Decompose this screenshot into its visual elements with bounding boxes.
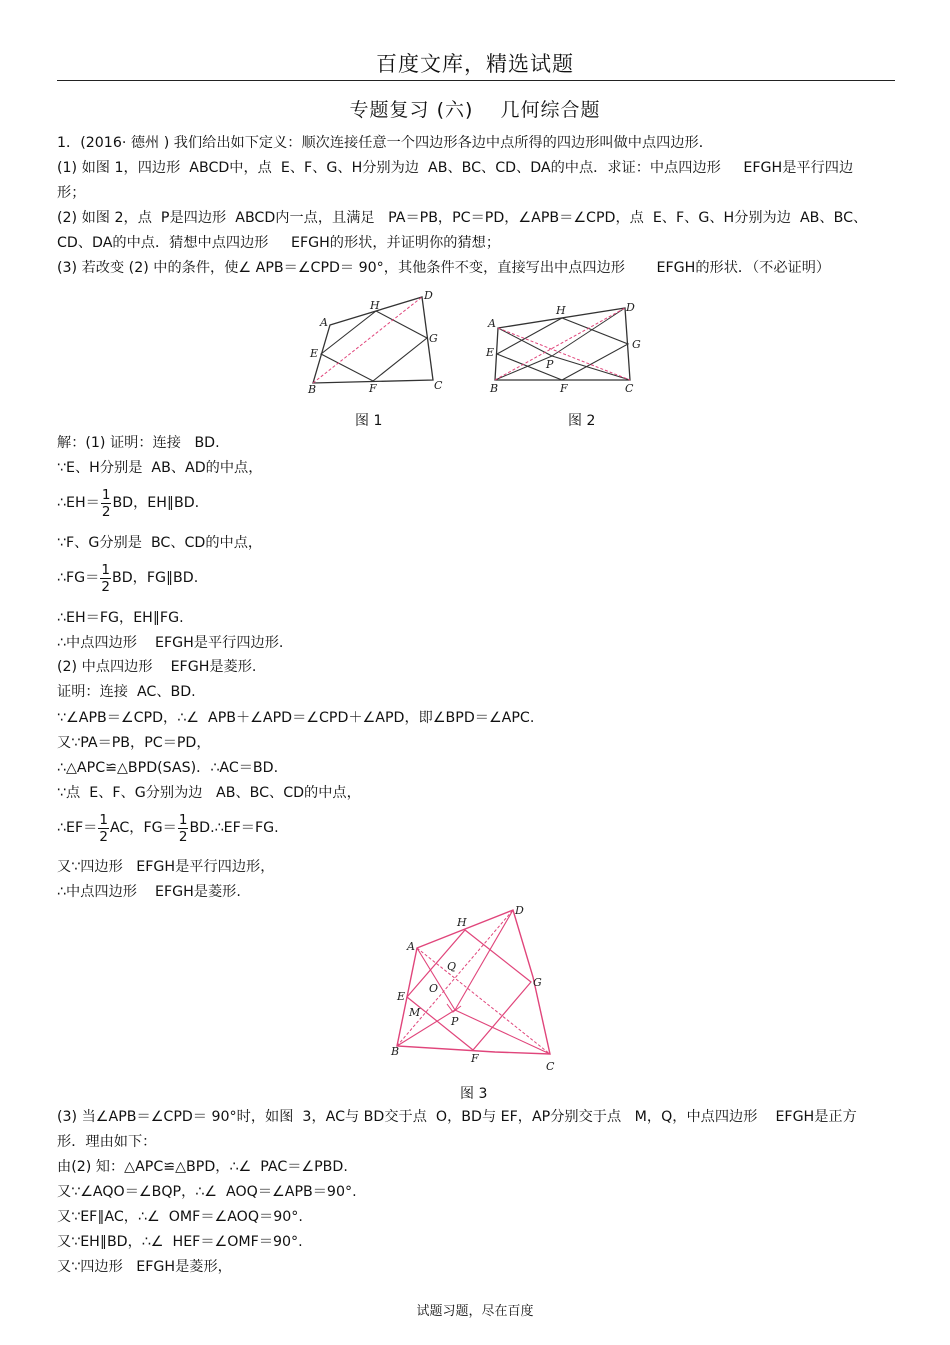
solution-line-17: (3) 当∠APB＝∠CPD＝ 90°时，如图 3，AC与 BD交于点 O，BD与 EF，AP分别交于点 M，Q，中点四边形 EFGH是正方 — [57, 1109, 857, 1125]
fig1-label-e: E — [310, 347, 319, 360]
fig3-label-q: Q — [447, 960, 457, 973]
figure-3-caption: 图 3 — [460, 1086, 488, 1102]
fig1-label-b: B — [308, 383, 317, 396]
fg-prefix: ∴FG＝ — [57, 570, 100, 586]
fig2-segment-pb — [495, 356, 552, 380]
solution-line-20: 又∵∠AQO＝∠BQP，∴∠ AOQ＝∠APB＝90°. — [57, 1184, 357, 1200]
fig3-label-d: D — [515, 904, 524, 917]
fig1-midpoint-quadrilateral — [321, 311, 427, 381]
question-3: (3) 若改变 (2) 中的条件，使∠ APB＝∠CPD＝ 90°，其他条件不变，直接写出中点四边形 EFGH的形状．（不必证明） — [57, 260, 831, 276]
question-1-line-2: 形； — [57, 185, 86, 201]
question-1-line-1: (1) 如图 1，四边形 ABCD中，点 E、F、G、H分别为边 AB、BC、CD、DA的中点．求证：中点四边形 EFGH是平行四边 — [57, 160, 854, 176]
fig1-diagonal-bd — [313, 297, 422, 383]
fig1-label-c: C — [434, 379, 443, 392]
fig1-label-g: G — [429, 332, 438, 345]
figure-2 — [480, 300, 645, 400]
fraction-denominator: 2 — [99, 828, 108, 845]
solution-line-16: ∴中点四边形 EFGH是菱形. — [57, 884, 241, 900]
solution-line-18: 形．理由如下： — [57, 1134, 157, 1150]
fg-suffix: BD，FG∥BD. — [111, 570, 199, 586]
fraction-denominator: 2 — [101, 503, 111, 520]
fig2-label-c: C — [625, 382, 634, 395]
solution-line-22: 又∵EH∥BD，∴∠ HEF＝∠OMF＝90°. — [57, 1234, 303, 1250]
solution-line-7: ∴中点四边形 EFGH是平行四边形. — [57, 635, 284, 651]
fraction-one-half — [101, 487, 112, 520]
ef-middle: AC，FG＝ — [109, 820, 177, 836]
solution-line-21: 又∵EF∥AC，∴∠ OMF＝∠AOQ＝90°. — [57, 1209, 303, 1225]
figure-2-caption: 图 2 — [568, 413, 596, 429]
fig2-label-g: G — [632, 338, 641, 351]
fraction-one-half — [98, 812, 109, 845]
solution-line-9: 证明：连接 AC、BD. — [57, 684, 196, 700]
solution-line-10: ∵∠APB＝∠CPD，∴∠ APB＋∠APD＝∠CPD＋∠APD，即∠BPD＝∠APC. — [57, 710, 535, 726]
fig3-label-h: H — [457, 916, 467, 929]
fig2-label-h: H — [556, 304, 566, 317]
question-2-line-2: CD、DA的中点．猜想中点四边形 EFGH的形状，并证明你的猜想； — [57, 235, 501, 251]
page-header-title: 百度文库，精选试题 — [376, 52, 574, 76]
fig1-label-a: A — [320, 316, 328, 329]
fig1-label-h: H — [370, 299, 380, 312]
fig3-label-f: F — [471, 1052, 479, 1065]
ef-prefix: ∴EF＝ — [57, 820, 98, 836]
figure-1-caption: 图 1 — [355, 413, 383, 429]
fig3-label-b: B — [391, 1045, 400, 1058]
figure-1 — [300, 285, 450, 400]
solution-line-1: 解：(1) 证明：连接 BD. — [57, 435, 220, 451]
fig2-label-p: P — [546, 358, 554, 371]
fraction-numerator: 1 — [101, 561, 110, 578]
fig2-label-d: D — [626, 301, 635, 314]
ef-suffix: BD.∴EF＝FG. — [189, 820, 279, 836]
fraction-denominator: 2 — [178, 828, 188, 845]
solution-line-2: ∵E、H分别是 AB、AD的中点， — [57, 460, 263, 476]
solution-line-5 — [57, 559, 198, 597]
fig1-label-f: F — [369, 382, 377, 395]
fig3-label-c: C — [546, 1060, 555, 1073]
fraction-numerator: 1 — [99, 811, 108, 828]
document-title: 专题复习 (六) 几何综合题 — [349, 99, 601, 121]
solution-line-15: 又∵四边形 EFGH是平行四边形， — [57, 859, 275, 875]
fig3-label-e: E — [397, 990, 406, 1003]
fig2-segment-pc — [552, 356, 630, 380]
fig3-label-p: P — [451, 1015, 459, 1028]
eh-suffix: BD，EH∥BD. — [112, 495, 200, 511]
fraction-denominator: 2 — [101, 578, 110, 595]
solution-line-8: (2) 中点四边形 EFGH是菱形. — [57, 659, 257, 675]
fig1-label-d: D — [424, 289, 433, 302]
fig3-label-o: O — [429, 982, 439, 995]
fig3-label-a: A — [407, 940, 415, 953]
solution-line-12: ∴△APC≌△BPD(SAS)．∴AC＝BD. — [57, 760, 279, 776]
figure-3 — [385, 900, 565, 1078]
eh-prefix: ∴EH＝ — [57, 495, 100, 511]
fraction-numerator: 1 — [178, 811, 188, 828]
solution-line-11: 又∵PA＝PB，PC＝PD， — [57, 735, 211, 751]
fig2-label-e: E — [486, 346, 495, 359]
fraction-one-half — [178, 812, 189, 845]
solution-line-6: ∴EH＝FG，EH∥FG. — [57, 610, 184, 626]
solution-line-19: 由(2) 知：△APC≌△BPD，∴∠ PAC＝∠PBD. — [57, 1159, 348, 1175]
problem-stem: 1．(2016· 德州 ) 我们给出如下定义：顺次连接任意一个四边形各边中点所得的四边形叫做中点四边形． — [57, 135, 713, 151]
solution-line-14 — [57, 809, 279, 847]
fig2-label-b: B — [490, 382, 499, 395]
question-2-line-1: (2) 如图 2，点 P是四边形 ABCD内一点，且满足 PA＝PB，PC＝PD，∠APB＝∠CPD，点 E、F、G、H分别为边 AB、BC、 — [57, 210, 868, 226]
header-divider — [57, 80, 895, 81]
page-footer: 试题习题，尽在百度 — [416, 1304, 534, 1319]
fig3-label-m: M — [409, 1006, 421, 1019]
fig3-label-g: G — [533, 976, 542, 989]
solution-line-23: 又∵四边形 EFGH是菱形， — [57, 1259, 232, 1275]
solution-line-4: ∵F、G分别是 BC、CD的中点， — [57, 535, 263, 551]
solution-line-3 — [57, 484, 199, 522]
fig2-label-f: F — [560, 382, 568, 395]
fraction-one-half — [100, 562, 111, 595]
fig2-label-a: A — [488, 317, 496, 330]
solution-line-13: ∵点 E、F、G分别为边 AB、BC、CD的中点， — [57, 785, 361, 801]
fraction-numerator: 1 — [101, 486, 111, 503]
fig2-segment-pa — [498, 328, 552, 356]
